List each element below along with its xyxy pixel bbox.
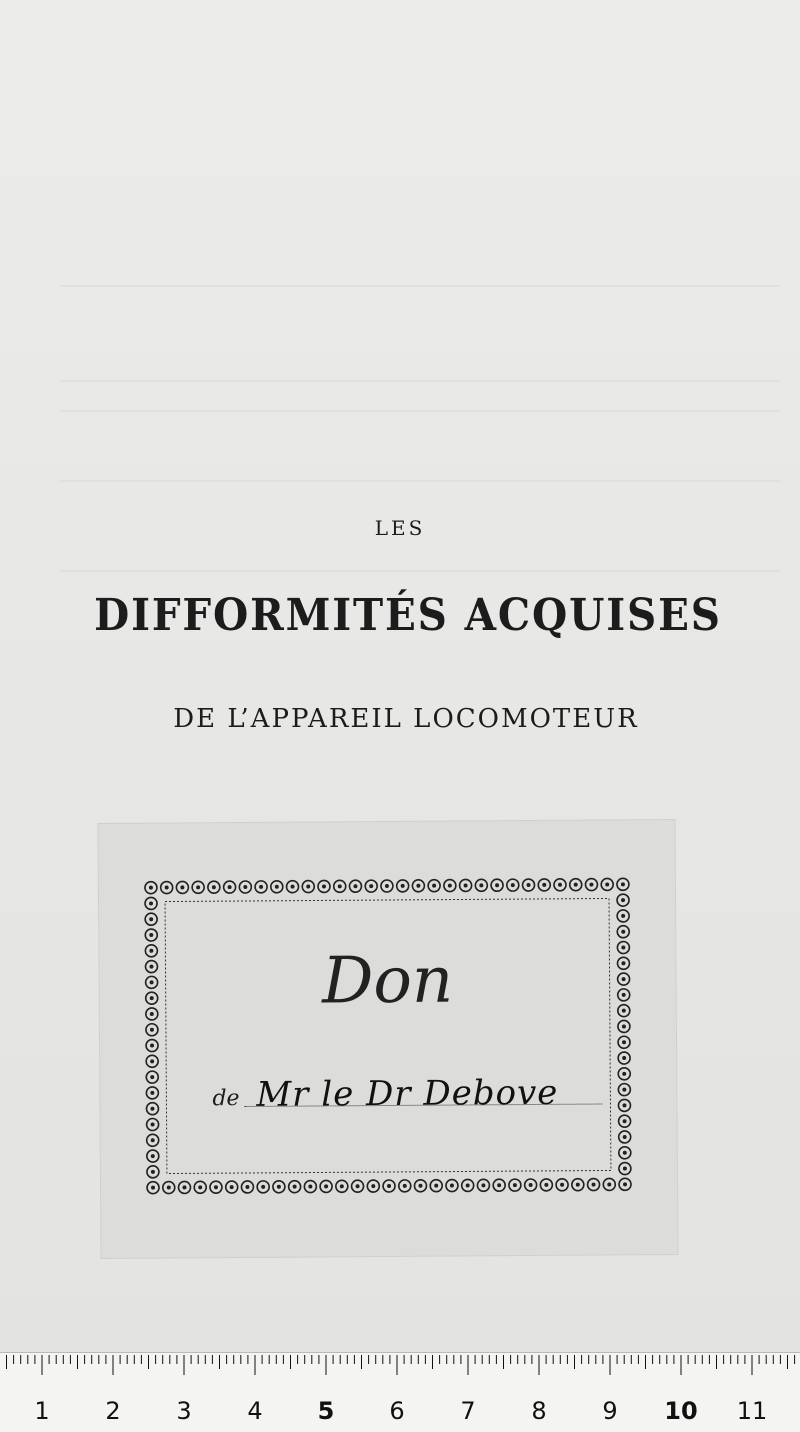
border-ornament-dot	[403, 1184, 407, 1188]
border-ornament-dot	[592, 1183, 596, 1187]
border-ornament-dot	[228, 885, 232, 889]
border-ornament-dot	[622, 1040, 626, 1044]
border-ornament-dot	[623, 1119, 627, 1123]
border-ornament-dot	[623, 1167, 627, 1171]
border-ornament-dot	[243, 885, 247, 889]
ruler-number: 10	[664, 1397, 698, 1425]
ruler-number: 11	[736, 1397, 768, 1425]
border-ornament-dot	[622, 1088, 626, 1092]
border-ornament-dot	[589, 883, 593, 887]
de-label: de	[212, 1086, 240, 1112]
border-ornament-dot	[448, 884, 452, 888]
donor-signature: Mr le Dr Debove	[256, 1072, 559, 1115]
border-ornament-dot	[306, 885, 310, 889]
border-ornament-dot	[353, 884, 357, 888]
border-ornament-dot	[338, 884, 342, 888]
border-ornament-dot	[149, 933, 153, 937]
border-ornament-dot	[196, 885, 200, 889]
ruler-number: 2	[105, 1397, 121, 1425]
border-ornament-dot	[150, 1028, 154, 1032]
border-ornament-dot	[151, 1186, 155, 1190]
border-ornament-dot	[432, 884, 436, 888]
border-ornament-dot	[387, 1184, 391, 1188]
border-ornament-dot	[527, 883, 531, 887]
border-ornament-dot	[149, 886, 153, 890]
border-ornament-dot	[308, 1185, 312, 1189]
measuring-ruler	[0, 1352, 800, 1432]
border-ornament-dot	[324, 1184, 328, 1188]
page-title: DIFFORMITÉS ACQUISES	[94, 590, 722, 641]
border-ornament-dot	[511, 883, 515, 887]
border-ornament-dot	[151, 1138, 155, 1142]
border-ornament-dot	[434, 1184, 438, 1188]
border-ornament-dot	[165, 886, 169, 890]
border-ornament-dot	[513, 1183, 517, 1187]
border-ornament-dot	[151, 1170, 155, 1174]
border-ornament-dot	[623, 1182, 627, 1186]
border-ornament-dot	[371, 1184, 375, 1188]
border-ornament-dot	[622, 1056, 626, 1060]
border-ornament-dot	[385, 884, 389, 888]
donor-line	[212, 1073, 602, 1116]
border-ornament-dot	[275, 885, 279, 889]
border-ornament-dot	[150, 1107, 154, 1111]
ruler-number: 8	[531, 1397, 547, 1425]
ruler-number: 5	[317, 1397, 335, 1425]
border-ornament-dot	[149, 901, 153, 905]
border-ornament-dot	[481, 1183, 485, 1187]
border-ornament-dot	[150, 1044, 154, 1048]
border-ornament-dot	[479, 883, 483, 887]
border-ornament-dot	[622, 1024, 626, 1028]
border-ornament-dot	[401, 884, 405, 888]
border-ornament-dot	[416, 884, 420, 888]
border-ornament-dot	[542, 883, 546, 887]
border-ornament-dot	[621, 930, 625, 934]
ornamental-border	[143, 876, 633, 1195]
border-ornament-dot	[560, 1183, 564, 1187]
border-ornament-dot	[607, 1182, 611, 1186]
border-ornament-dot	[450, 1184, 454, 1188]
ruler-number: 3	[176, 1397, 192, 1425]
border-ornament-dot	[150, 1075, 154, 1079]
border-ornament-dot	[544, 1183, 548, 1187]
border-ornament-dot	[529, 1183, 533, 1187]
ruler-number: 9	[602, 1397, 618, 1425]
border-ornament-dot	[464, 883, 468, 887]
border-ornament-dot	[150, 1059, 154, 1063]
border-ornament-dot	[418, 1184, 422, 1188]
border-ornament-dot	[558, 883, 562, 887]
border-ornament-dot	[167, 1186, 171, 1190]
border-ornament-dot	[622, 1103, 626, 1107]
border-ornament-dot	[198, 1185, 202, 1189]
border-ornament-dot	[369, 884, 373, 888]
border-ornament-dot	[182, 1185, 186, 1189]
border-ornament-dot	[621, 882, 625, 886]
border-ornament-dot	[576, 1183, 580, 1187]
inner-frame	[165, 898, 611, 1173]
bookplate	[98, 820, 677, 1258]
title-prefix: LES	[374, 516, 426, 540]
border-ornament-dot	[261, 1185, 265, 1189]
ruler-number: 7	[460, 1397, 476, 1425]
ruler-number: 4	[247, 1397, 263, 1425]
border-ornament-dot	[623, 1151, 627, 1155]
border-ornament-dot	[151, 1122, 155, 1126]
border-ornament-dot	[150, 1091, 154, 1095]
border-ornament-dot	[621, 898, 625, 902]
border-ornament-dot	[277, 1185, 281, 1189]
border-ornament-dot	[466, 1183, 470, 1187]
ruler-number: 6	[389, 1397, 405, 1425]
border-ornament-dot	[356, 1184, 360, 1188]
border-ornament-dot	[497, 1183, 501, 1187]
border-ornament-dot	[623, 1135, 627, 1139]
border-ornament-dot	[340, 1184, 344, 1188]
border-ornament-dot	[230, 1185, 234, 1189]
border-ornament-dot	[259, 885, 263, 889]
border-ornament-dot	[605, 882, 609, 886]
border-ornament-dot	[495, 883, 499, 887]
border-ornament-dot	[151, 1154, 155, 1158]
border-ornament-dot	[574, 883, 578, 887]
page-subtitle: DE L’APPAREIL LOCOMOTEUR	[173, 704, 639, 734]
border-ornament-dot	[180, 885, 184, 889]
ruler-number: 1	[34, 1397, 50, 1425]
border-ornament-dot	[149, 917, 153, 921]
border-ornament-dot	[212, 885, 216, 889]
border-ornament-dot	[621, 914, 625, 918]
bookplate-heading: Don	[321, 943, 454, 1019]
border-ornament-dot	[214, 1185, 218, 1189]
border-ornament-dot	[291, 885, 295, 889]
border-ornament-dot	[293, 1185, 297, 1189]
border-ornament-dot	[322, 884, 326, 888]
border-ornament-dot	[245, 1185, 249, 1189]
border-ornament-dot	[622, 1072, 626, 1076]
